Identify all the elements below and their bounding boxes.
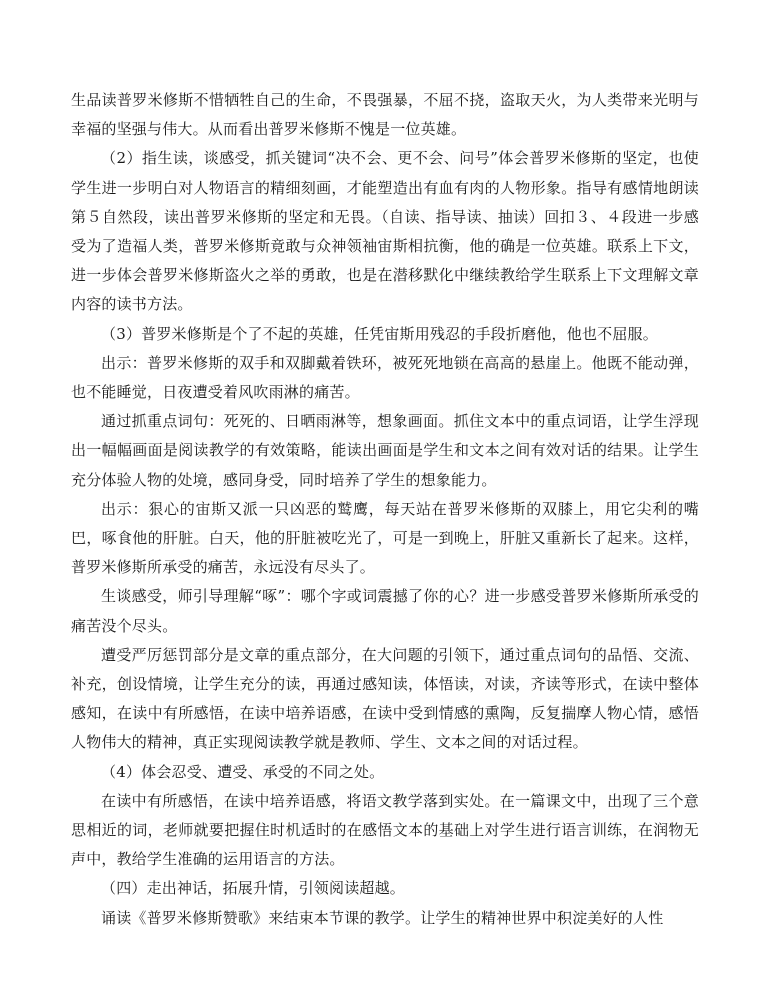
paragraph-key-words: 通过抓重点词句：死死的、日晒雨淋等，想象画面。抓住文本中的重点词语，让学生浮现出一幅幅画面是阅读教学的有效策略，能读出画面是学生和文本之间有效对话的结果。让学生充分体验人物的处境，感同身受，同时培养了学生的想象能力。: [71, 412, 699, 489]
paragraph-quote-2: 出示：狠心的宙斯又派一只凶恶的鹫鹰，每天站在普罗米修斯的双膝上，用它尖利的嘴巴，啄食他的肝脏。白天，他的肝脏被吃光了，可是一到晚上，肝脏又重新长了起来。这样，普罗米修斯所承受的痛苦，永远没有尽头了。: [71, 499, 699, 577]
paragraph-language-training: 在读中有所感悟，在读中培养语感，将语文教学落到实处。在一篇课文中，出现了三个意思相近的词，老师就要把握住时机适时的在感悟文本的基础上对学生进行语言训练，在润物无声中，教给学生准确的运用语言的方法。: [71, 791, 699, 869]
paragraph-point-2: （2）指生读，谈感受，抓关键词“决不会、更不会、问号”体会普罗米修斯的坚定，也使学生进一步明白对人物语言的精细刻画，才能塑造出有血有肉的人物形象。指导有感情地朗读第５自然段，读出普罗米修斯的坚定和无畏。（自读、指导读、抽读）回扣３、４段进一步感受为了造福人类，普罗米修斯竟敢与众神领袖宙斯相抗衡，他的确是一位英雄。联系上下文，进一步体会普罗米修斯盗火之举的勇敢，也是在潜移默化中继续教给学生联系上下文理解文章内容的读书方法。: [71, 149, 699, 314]
document-page: [71, 86, 699, 933]
paragraph-punishment-summary: 遭受严厉惩罚部分是文章的重点部分，在大问题的引领下，通过重点词句的品悟、交流、补充，创设情境，让学生充分的读，再通过感知读，体悟读，对读，齐读等形式，在读中整体感知，在读中有所感悟，在读中培养语感，在读中受到情感的熏陶，反复揣摩人物心情，感悟人物伟大的精神，真正实现阅读教学就是教师、学生、文本之间的对话过程。: [71, 645, 699, 752]
section-heading-4: （四）走出神话，拓展升情，引领阅读超越。: [101, 879, 406, 898]
paragraph-point-3: （3）普罗米修斯是个了不起的英雄，任凭宙斯用残忍的手段折磨他，他也不屈服。: [101, 324, 658, 343]
paragraph-quote-1: 出示：普罗米修斯的双手和双脚戴着铁环，被死死地锁在高高的悬崖上。他既不能动弹，也不能睡觉，日夜遭受着风吹雨淋的痛苦。: [71, 353, 699, 402]
paragraph-closing: 诵读《普罗米修斯赞歌》来结束本节课的教学。让学生的精神世界中积淀美好的人性: [101, 908, 664, 927]
paragraph-continuation: 生品读普罗米修斯不惜牺牲自己的生命，不畏强暴，不屈不挠，盗取天火，为人类带来光明与幸福的坚强与伟大。从而看出普罗米修斯不愧是一位英雄。: [71, 91, 699, 139]
paragraph-point-4: （4）体会忍受、遭受、承受的不同之处。: [101, 762, 385, 781]
paragraph-student-feelings: 生谈感受，师引导理解“啄”：哪个字或词震撼了你的心？进一步感受普罗米修斯所承受的痛苦没个尽头。: [71, 587, 699, 635]
